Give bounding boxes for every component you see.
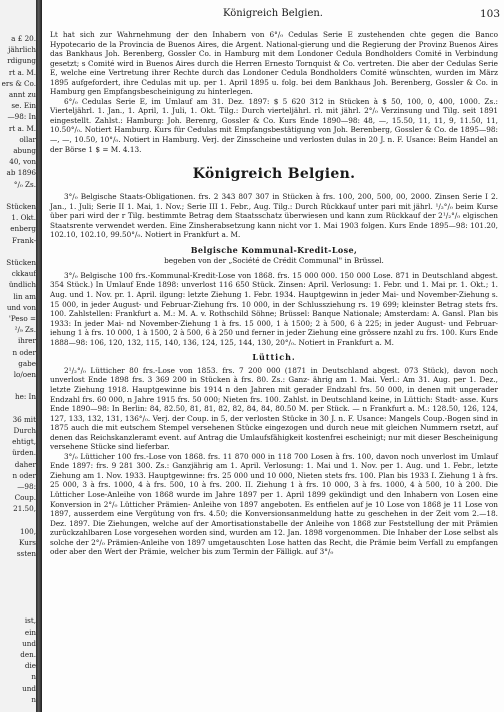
adjacent-page-line: ündlich — [8, 280, 36, 290]
adjacent-page-line — [0, 594, 36, 604]
adjacent-page-line: und — [22, 683, 36, 693]
adjacent-page-line — [0, 583, 36, 593]
adjacent-page-line — [0, 404, 36, 414]
adjacent-page-line: 1. Okt. — [11, 213, 36, 223]
section-title: Königreich Belgien. — [192, 166, 356, 183]
adjacent-page-line: lo/oen — [13, 370, 36, 379]
adjacent-page-line: n — [31, 672, 36, 682]
note-societe-credit-communal: begeben von der „Société de Crédit Communal" in Brüssel. — [164, 256, 384, 266]
paragraph-kommunal-lose: 3°/₀ Belgische 100 frs.-Kommunal-Kredit-Lose von 1868. frs. 15 000 000. 150 000 Lose. 871 in Deutschland abgest. 354 Stück.) In Umlauf Ende 1898: unverlost 116 650 Stück. Zinsen: April. Verlosung: 1. Febr. und 1. Mai pr. 1. Okt.; 1. Aug. und 1. Nov. pr. 1. April. ilgung: letzte Ziehung 1. Febr. 1934. Hauptgewinn in jeder Mai- und November-Ziehung s. 15 000, in jeder August- und Februar-Ziehung frs. 10 000, in der Schlussziehung rs. 19 699; kleinster Betrag stets frs. 100. Zahlstellen: Frankfurt a. M.: M. A. v. Rothschild Söhne; Brüssel: Banque Nationale; Amsterdam: A. Gansl. Plan bis 1933: In jeder Mai- nd November-Ziehung 1 à frs. 15 000, 1 à 1500; 2 à 500, 6 à 225; in jeder August- und Februar- iehung 1 à frs. 10 000, 1 à 1500, 2 à 500, 6 à 250 und ferner in jeder Ziehung eine grössere nzahl zu frs. 100. Kurs Ende 1888—98: 106, 120, 132, 115, 140, 136, 124, 125, 144, 130, 20°/₀. Notiert in Frankfurt a. M. — [50, 270, 498, 347]
adjacent-page-line: enberg — [10, 224, 36, 234]
adjacent-page-line: annt zu — [8, 90, 36, 99]
adjacent-page-line: n oder — [12, 347, 36, 357]
heading-kommunal-kredit-lose: Belgische Kommunal-Kredit-Lose, — [190, 244, 358, 255]
adjacent-page-line: gabe — [18, 358, 36, 368]
paragraph-luettich-1868: 3°/₀ Lütticher 100 frs.-Lose von 1868. frs. 11 870 000 in 118 700 Losen à frs. 100, davon noch unverlost im Umlauf Ende 1897: frs. 9 281 300. Zs.: Ganzjährig am 1. April. Verlosung: 1. Mai und 1. Nov. per 1. Aug. und 1. Febr., letzte Ziehung am 1. Nov. 1933. Hauptgewinne: frs. 25 000 und 10 000, Nieten stets frs. 100. Plan bis 1933 I. Ziehung 1 à frs. 25 000, 3 à frs. 1000, 4 à frs. 500, 10 à frs. 200. II. Ziehung 1 à frs. 10 000, 3 à frs. 1000, 4 à 500, 10 à 200. Die Lütticher Lose-Anleihe von 1868 wurde im Jahre 1897 per 1. April 1899 gekündigt und den Inhabern von Losen eine Konversion in 2°/₀ Lütticher Prämien- Anleihe von 1897 angeboten. Es entfielen auf je 10 Lose von 1868 je 11 Lose von 1897, ausserdem eine Vergütung von frs. 4.50; die Konversionsanmeldung hatte zu geschehen in der Zeit vom 2.—18. Dez. 1897. Die Ziehungen, welche auf der Amortisationstabelle der Anleihe von 1868 zur Feststellung der mit Prämien zurückzahlbaren Lose vorgesehen worden sind, wurden am 12. Jan. 1898 vorgenommen. Die Inhaber der Lose selbst als solche der 2°/₀ Prämien-Anleihe von 1897 umgetauschten Lose hatten das Recht, die Prämie beim Verfall zu empfangen oder aber den Wert der Prämie, welcher bis zum Termin der Fälligk. auf 3°/₀ — [50, 451, 498, 557]
adjacent-page-line: —98: — [17, 482, 36, 491]
adjacent-page-line: —98: In — [7, 112, 36, 122]
paragraph-cedulas-serie-e: 6°/₀ Cedulas Serie E, im Umlauf am 31. Dez. 1897: $ 5 620 312 in Stücken à $ 50, 100, 0, 400, 1000. Zs.: Vierteljährl. 1. Jan., 1. April, 1. Juli, 1. Okt. Tilg.: Durch vierteljährl. rl. mit jährl. 2°/₀ Verzinsung und Tilg. seit 1891 eingestellt. Zahlst.: Hamburg: Joh. Berenrg, Gossler & Co. Kurs Ende 1890—98: 48, —, 15.50, 11, 11, 9, 11.50, 11, 10.50°/₀. Notiert Hamburg. Kurs für Cedulas mit Empfangsbestätigung von Joh. Berenberg, Gossler & Co. de 1895—98: —, —, 10.50, 10°/₀. Notiert in Hamburg. Verj. der Zinsscheine und verlosten dulas in 20 J. n. F. Usance: Beim Handel an der Börse 1 $ = M. 4.13. — [50, 96, 498, 154]
adjacent-page-line: ihrer — [17, 336, 36, 346]
paragraph-luettich-1853: 2¹/₂°/₀ Lütticher 80 frs.-Lose von 1853. frs. 7 200 000 (1871 in Deutschland abgest. 073 Stück), davon noch unverlost Ende 1898 frs. 3 369 200 in Stücken à frs. 80. Zs.: Ganz- ährig am 1. Mai. Verl.: Am 31. Aug. per 1. Dez., letzte Ziehung 1918. Hauptgewinne bis 1914 n den Jahren mit gerader Endzahl frs. 50 000, in denen mit ungerader Endzahl frs. 60 000, n Jahre 1915 frs. 50 000; Nieten frs. 100. Zahlst. in Deutschland keine, in Lüttich: Stadt- asse. Kurs Ende 1890—98: In Berlin: 84, 82.50, 81, 81, 82, 82, 84, 84, 80.50 M. per Stück. — n Frankfurt a. M.: 128.50, 126, 124, 127, 133, 132, 131, 136°/₀. Verj. der Coup. in 5, der verlosten Stücke in 30 J. n. F. Usance: Mangels Coup.-Bogen sind in 1875 auch die mit eutschem Stempel versehenen Stücke eingezogen und durch neue mit gleichen Nummern rsetzt, auf denen das Reichskanzleramt event. auf Antrag die Umlaufsfähigkeit kostenfrei escheinigt; nur mit dieser Bescheinigung versehene Stücke sind lieferbar. — [50, 365, 498, 452]
adjacent-page-line: jährlich — [8, 45, 36, 55]
adjacent-page-line: n oder — [12, 470, 36, 480]
adjacent-page-line: se. Ein — [11, 101, 36, 111]
adjacent-page-line: rt a. M. — [8, 123, 36, 133]
adjacent-page-line: ab 1896 — [6, 168, 36, 178]
adjacent-page-line: und — [22, 638, 36, 648]
adjacent-page-line — [0, 381, 36, 391]
adjacent-page-line: °/₀ Zs. — [13, 179, 36, 189]
adjacent-page-line: n — [31, 694, 36, 704]
adjacent-page-line: lin am — [13, 291, 36, 301]
page-body — [50, 30, 498, 557]
adjacent-page-line: ist, — [24, 616, 36, 626]
adjacent-page-line: ssten — [16, 549, 36, 559]
page-number: 103 — [479, 8, 500, 20]
adjacent-page-line: den. — [20, 650, 36, 659]
adjacent-page-line: 36 mit — [12, 414, 36, 424]
adjacent-page-line: daher — [14, 459, 36, 469]
book-page — [42, 0, 504, 712]
adjacent-page-line: Durch — [13, 426, 36, 435]
running-title: Königreich Belgien. — [223, 8, 323, 19]
adjacent-page-line: Kurs — [19, 538, 36, 547]
adjacent-page-line: ckkauf — [11, 269, 36, 279]
adjacent-page-line — [0, 572, 36, 582]
adjacent-page-line: Coup. — [14, 493, 36, 503]
adjacent-page-line: he: In — [14, 392, 36, 402]
adjacent-page-fragment — [0, 0, 38, 712]
adjacent-page-line: Frank- — [12, 235, 36, 245]
adjacent-page-line — [0, 247, 36, 257]
adjacent-page-line: ollar — [19, 134, 36, 144]
adjacent-page-line: 100, — [19, 526, 36, 536]
adjacent-page-line — [0, 191, 36, 201]
adjacent-page-line: die — [24, 661, 36, 671]
paragraph-cedula-committee: Lt hat sich zur Wahrnehmung der den Inhabern von 6°/₀ Cedulas Serie E zustehenden chte gegen die Banco Hypotecario de la Provincia de Buenos Aires, die Argent. National-gierung und die Regierung der Provinz Buenos Aires das Bankhaus Joh. Berenberg, Gossler Co. in Hamburg mit dem Londoner Cedula Bondholders Comité in Verbindung gesetzt; s Comité wird in Buenos Aires durch die Herren Ernesto Tornquist & Co. vertreten. Die aber der Cedulas Serie E, welche eine Vertretung ihrer Rechte durch das Londoner Cedula Bondholders Comité wünschten, wurden im März 1895 aufgefordert, ihre Cedulas mit up. per 1. April 1895 u. folg. bei dem Bankhaus Joh. Berenberg, Gossler & Co. in Hamburg gen Empfangsbescheinigung zu hinterlegen. — [50, 30, 498, 97]
adjacent-page-line — [0, 516, 36, 526]
adjacent-page-line: 40, von — [9, 157, 36, 167]
adjacent-page-line: 21.50, — [13, 504, 36, 514]
adjacent-page-line: rt a. M. — [8, 67, 36, 77]
adjacent-page-line: abung — [13, 146, 36, 155]
adjacent-page-line: Stücken — [6, 258, 36, 267]
adjacent-page-line: 'Peso = — [8, 314, 36, 323]
page-header — [42, 8, 504, 22]
adjacent-page-line: ers & Co. — [1, 78, 36, 88]
adjacent-page-line — [0, 605, 36, 615]
adjacent-page-line: ein — [24, 627, 36, 637]
adjacent-page-line: rdigung — [7, 56, 36, 66]
adjacent-page-line: ehtigt, — [12, 437, 36, 447]
adjacent-page-line: und von — [6, 302, 36, 312]
adjacent-page-line: ²/₉ Zs. — [14, 325, 36, 335]
paragraph-staats-obligationen: 3°/₀ Belgische Staats-Obligationen. frs. 2 343 807 307 in Stücken à frs. 100, 200, 500, 00, 2000. Zinsen Serie I 2. Jan., 1. Juli; Serie II 1. Mai, 1. Nov.; Serie III 1. Febr., Aug. Tilg.: Durch Rückkauf unter pari mit jährl. ¹/₂°/₀ beim Kurse über pari wird der r Tilg. bestimmte Betrag dem Staatsschatz überwiesen und kann zum Rückkauf der 2¹/₂°/₀ elgischen Staatsrente verwendet werden. Eine Zinsherabsetzung kann nicht vor 1. Mai 1903 folgen. Kurs Ende 1895—98: 101.20, 102.10, 102.10, 99.50°/₀. Notiert in Frankfurt a. M. — [50, 192, 498, 240]
adjacent-page-line: a £ 20. — [11, 34, 36, 43]
heading-luettich: Lüttich. — [252, 352, 296, 363]
adjacent-page-line: ürden. — [12, 448, 36, 458]
adjacent-page-line — [0, 560, 36, 570]
adjacent-page-line: Stücken — [6, 202, 36, 211]
